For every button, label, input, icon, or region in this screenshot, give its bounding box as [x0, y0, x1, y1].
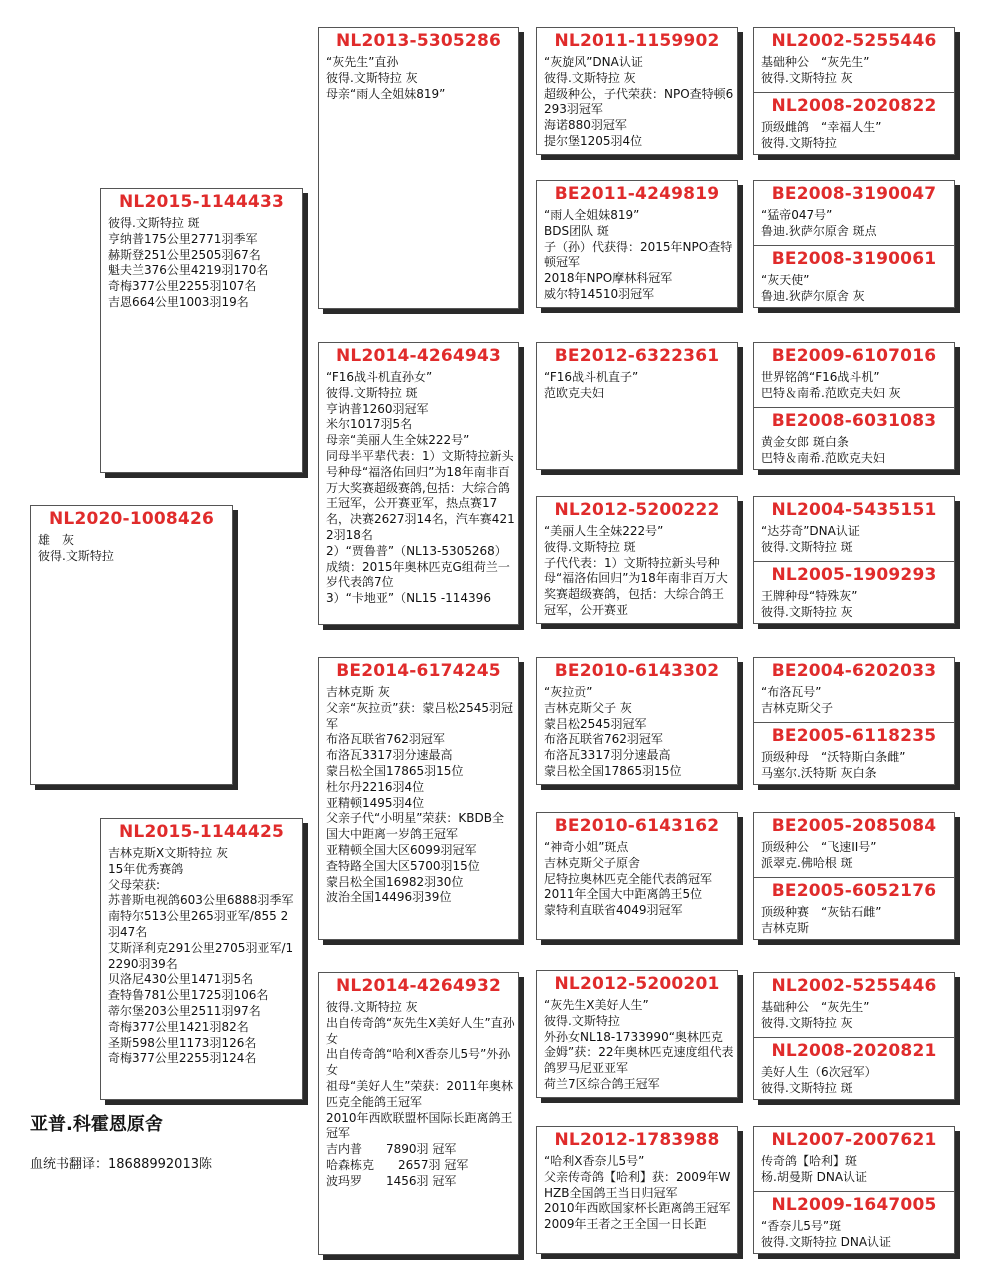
gen4-card-1: [536, 27, 738, 155]
pigeon-info-line: 父亲传奇鸽【哈利】获：2009年WHZB全国鸽王当日归冠军: [544, 1169, 731, 1200]
loft-owner-name: 亚普.科霍恩原舍: [30, 1114, 163, 1135]
pigeon-info-line: 彼得.文斯特拉: [38, 548, 114, 563]
ring-number: BE2005-6118235: [771, 726, 937, 746]
gen5-card-12: [754, 877, 954, 940]
subject-pigeon-card: [30, 505, 233, 785]
gen5-card-13: [754, 973, 954, 1037]
ring-number: BE2010-6143302: [554, 661, 720, 681]
pigeon-info-line: “香奈儿5号”斑: [761, 1219, 842, 1233]
gen4-card-6: [536, 812, 738, 940]
pigeon-info-line: 世界铭鸽“F16战斗机”: [761, 370, 880, 384]
pigeon-info-line: 鲁迪.狄萨尔原舍 灰: [761, 288, 865, 303]
pigeon-info-line: 鲁迪.狄萨尔原舍 斑点: [761, 223, 877, 238]
pigeon-info-line: 布洛瓦联省762羽冠军: [544, 732, 663, 747]
gen4-card-3: [536, 342, 738, 470]
ring-number: NL2008-2020821: [771, 1041, 937, 1061]
pigeon-info-line: “雨人全姐妹819”: [544, 208, 640, 222]
gen5-card-14: [754, 1037, 954, 1100]
pigeon-info-line: 黄金女郎 斑白条: [761, 435, 849, 449]
pigeon-info-line: 15年优秀赛鸽: [108, 861, 184, 876]
pigeon-info-line: 吉林克斯父子 灰: [544, 700, 632, 715]
pigeon-info-line: “F16战斗机直孙女”: [326, 370, 433, 384]
pigeon-info-line: 吉林克斯父子: [761, 700, 834, 715]
ring-number: NL2009-1647005: [771, 1195, 937, 1215]
pigeon-info-line: “哈利X香奈儿5号”: [544, 1154, 645, 1168]
pigeon-info-line: 布洛瓦联省762羽冠军: [326, 732, 445, 747]
pigeon-info-line: 彼得.文斯特拉 斑: [761, 539, 853, 554]
gen5-pair-8: [753, 1126, 955, 1254]
pigeon-info-line: 派翠克.佛哈根 斑: [761, 855, 853, 870]
pigeon-info-line: 雄 灰: [38, 533, 75, 547]
pigeon-info-line: 彼得.文斯特拉 灰: [761, 1015, 853, 1030]
ring-number: NL2007-2007621: [771, 1130, 937, 1150]
pigeon-info-line: 彼得.文斯特拉 灰: [326, 1000, 418, 1014]
pigeon-info-line: “灰天使”: [761, 273, 810, 287]
pigeon-info-line: 彼得.文斯特拉 斑: [326, 385, 418, 400]
gen5-card-3: [754, 181, 954, 245]
pigeon-info-line: 2）“贾鲁普”（NL13-5305268）成绩：2015年奥林匹克G组荷兰一岁代表鸽7位: [326, 543, 510, 590]
ring-number: BE2009-6107016: [771, 346, 937, 366]
pigeon-info-line: 祖母“美好人生”荣获：2011年奥林匹克全能鸽王冠军: [326, 1078, 513, 1109]
ring-number: BE2011-4249819: [554, 184, 720, 204]
pigeon-info-line: 彼得.文斯特拉 灰: [761, 70, 853, 85]
pigeon-info-line: 彼得.文斯特拉: [761, 135, 837, 150]
pigeon-info-line: 蒂尔堡203公里2511羽97名: [108, 1003, 261, 1018]
ring-number: NL2008-2020822: [771, 96, 937, 116]
pigeon-info-line: 父亲子代“小明星”荣获：KBDB全国大中距离一岁鸽王冠军: [326, 811, 505, 842]
pigeon-info-line: 亨讷普1260羽冠军: [326, 401, 429, 416]
pigeon-info-line: 父母荣获:: [108, 877, 161, 892]
pigeon-info-line: 美好人生（6次冠军）: [761, 1065, 877, 1079]
pigeon-info-line: 尼特拉奥林匹克全能代表鸽冠军: [544, 871, 713, 886]
pigeon-info-line: 巴特＆南希.范欧克夫妇: [761, 450, 885, 465]
pigeon-info-line: “达芬奇”DNA认证: [761, 524, 860, 538]
pigeon-info-line: BDS团队 斑: [544, 223, 609, 238]
ring-number: BE2008-3190047: [771, 184, 937, 204]
ring-number: BE2005-2085084: [771, 816, 937, 836]
pigeon-info-line: 奇梅377公里1421羽82名: [108, 1019, 249, 1034]
sire-dam-card: [318, 342, 519, 625]
gen5-card-4: [754, 245, 954, 308]
gen5-card-1: [754, 28, 954, 92]
ring-number: NL2012-1783988: [554, 1130, 720, 1150]
pigeon-info-line: 彼得.文斯特拉 斑: [108, 216, 200, 230]
pigeon-info-line: “布洛瓦号”: [761, 685, 822, 699]
pigeon-info-line: 父亲“灰拉贡”获：蒙吕松2545羽冠军: [326, 700, 513, 731]
gen5-card-9: [754, 658, 954, 722]
pigeon-info-line: 蒙特利直联省4049羽冠军: [544, 903, 683, 918]
pigeon-info-line: 蒙吕松2545羽冠军: [544, 716, 647, 731]
ring-number: BE2004-6202033: [771, 661, 937, 681]
ring-number: NL2015-1144425: [118, 822, 285, 842]
pigeon-info-line: 吉内普 7890羽 冠军: [326, 1142, 457, 1157]
ring-number: BE2014-6174245: [336, 661, 501, 681]
pigeon-info-line: 彼得.文斯特拉 DNA认证: [761, 1234, 892, 1249]
pigeon-info-line: 同母半平辈代表：1）文斯特拉新头号种母“福洛佑回归”为18年南非百万大奖赛超级赛鸽,包括：大综合鸽王冠军，公开赛亚军，热点赛17名，决赛2627羽14名，汽车赛4212羽18名: [326, 448, 515, 542]
pigeon-info-line: 提尔堡1205羽4位: [544, 133, 643, 148]
pigeon-info-line: 贝洛尼430公里1471羽5名: [108, 972, 254, 987]
ring-number: NL2011-1159902: [554, 31, 720, 51]
pigeon-info-line: 亚精顿全国大区6099羽冠军: [326, 842, 477, 857]
pigeon-info-line: 南特尔513公里265羽亚军/855 2羽47名: [108, 909, 289, 939]
gen5-card-8: [754, 561, 954, 624]
pigeon-info-line: 波玛罗 1456羽 冠军: [326, 1173, 457, 1188]
ring-number: NL2004-5435151: [771, 500, 937, 520]
pigeon-info-line: “灰先生”直孙: [326, 55, 399, 69]
gen5-card-7: [754, 497, 954, 561]
pigeon-info-line: 吉林克斯: [761, 920, 810, 935]
pigeon-info-line: “灰先生X美好人生”: [544, 998, 649, 1012]
ring-number: NL2002-5255446: [771, 31, 937, 51]
pigeon-info-line: 顶级雌鸽 “幸福人生”: [761, 120, 882, 134]
pigeon-info-line: 基础种公 “灰先生”: [761, 1000, 870, 1014]
pigeon-info-line: 蒙吕松全国16982羽30位: [326, 874, 464, 889]
pigeon-info-line: 顶级种母 “沃特斯白条雌”: [761, 750, 906, 764]
pigeon-info-line: “F16战斗机直子”: [544, 370, 639, 384]
ring-number: NL2012-5200201: [554, 974, 720, 994]
pigeon-info-line: 杨.胡曼斯 DNA认证: [761, 1169, 868, 1184]
pigeon-info-line: 荷兰7区综合鸽王冠军: [544, 1076, 660, 1091]
gen5-pair-6: [753, 812, 955, 940]
pigeon-info-line: 吉林克斯父子原舍: [544, 855, 641, 870]
pigeon-info-line: 赫斯登251公里2505羽67名: [108, 247, 261, 262]
pigeon-info-line: 马塞尔.沃特斯 灰白条: [761, 765, 877, 780]
pigeon-info-line: “美丽人生全妹222号”: [544, 524, 664, 538]
pigeon-info-line: 传奇鸽【哈利】斑: [761, 1154, 858, 1168]
pigeon-info-line: 布洛瓦3317羽分速最高: [326, 748, 453, 763]
pigeon-info-line: 彼得.文斯特拉 斑: [761, 1080, 853, 1095]
pigeon-info-line: 王牌种母“特殊灰”: [761, 589, 858, 603]
pigeon-info-line: 海诺880羽冠军: [544, 118, 627, 133]
pigeon-info-line: 子代代表：1）文斯特拉新头号种母“福洛佑回归”为18年南非百万大奖赛超级赛鸽，包括：大综合鸽王冠军，公开赛亚: [544, 555, 728, 617]
pigeon-info-line: 亨纳普175公里2771羽季军: [108, 231, 258, 246]
pigeon-info-line: 奇梅377公里2255羽107名: [108, 279, 257, 294]
pigeon-info-line: 彼得.文斯特拉: [544, 1013, 620, 1028]
ring-number: NL2002-5255446: [771, 976, 937, 996]
gen5-pair-3: [753, 342, 955, 470]
pigeon-info-line: 彼得.文斯特拉 灰: [544, 70, 636, 85]
pigeon-info-line: 蒙吕松全国17865羽15位: [326, 763, 464, 778]
gen4-card-2: [536, 180, 738, 308]
gen4-card-5: [536, 657, 738, 785]
ring-number: BE2008-6031083: [771, 411, 937, 431]
pigeon-info-line: 外孙女NL18-1733990“奥林匹克金姆”获：22年奥林匹克速度组代表鸽罗马尼亚亚军: [544, 1029, 734, 1076]
pigeon-info-line: 奇梅377公里2255羽124名: [108, 1051, 257, 1066]
pigeon-info-line: 范欧克夫妇: [544, 385, 605, 400]
pigeon-info-line: 出自传奇鸽“灰先生X美好人生”直孙女: [326, 1015, 515, 1046]
pigeon-info-line: 哈森栋克 2657羽 冠军: [326, 1157, 469, 1172]
ring-number: BE2010-6143162: [554, 816, 720, 836]
ring-number: BE2012-6322361: [554, 346, 720, 366]
translator-credit: 血统书翻译：18688992013陈: [30, 1157, 212, 1172]
pigeon-info-line: 彼得.文斯特拉 灰: [326, 70, 418, 85]
gen5-pair-4: [753, 496, 955, 624]
ring-number: NL2012-5200222: [554, 500, 720, 520]
gen5-card-6: [754, 407, 954, 470]
pigeon-info-line: 2018年NPO摩林科冠军: [544, 271, 673, 286]
gen5-card-16: [754, 1191, 954, 1254]
pigeon-info-line: 魁夫兰376公里4219羽170名: [108, 263, 269, 278]
sire-sire-card: [318, 27, 519, 309]
pigeon-info-line: 2011年全国大中距离鸽王5位: [544, 887, 703, 902]
ring-number: NL2014-4264943: [335, 346, 502, 366]
gen4-card-4: [536, 496, 738, 624]
pigeon-info-line: 顶级种公 “飞速II号”: [761, 840, 877, 854]
pigeon-info-line: 查特路全国大区5700羽15位: [326, 858, 480, 873]
pigeon-info-line: 出自传奇鸽“哈利X香奈儿5号”外孙女: [326, 1047, 511, 1078]
ring-number: BE2008-3190061: [771, 249, 937, 269]
pigeon-info-line: “猛帝047号”: [761, 208, 833, 222]
pigeon-info-line: 彼得.文斯特拉 斑: [544, 539, 636, 554]
pigeon-info-line: 米尔1017羽5名: [326, 417, 413, 432]
gen5-pair-2: [753, 180, 955, 308]
pigeon-info-line: 顶级种赛 “灰钻石雌”: [761, 905, 882, 919]
ring-number: BE2005-6052176: [771, 881, 937, 901]
pigeon-info-line: 吉林克斯 灰: [326, 685, 390, 699]
pigeon-info-line: “神奇小姐”斑点: [544, 840, 629, 854]
pigeon-info-line: 母亲“美丽人生全妹222号”: [326, 433, 470, 448]
pigeon-info-line: 母亲“雨人全姐妹819”: [326, 86, 446, 101]
gen5-card-10: [754, 722, 954, 785]
gen4-card-7: [536, 970, 738, 1098]
ring-number: NL2015-1144433: [118, 192, 285, 212]
gen5-card-5: [754, 343, 954, 407]
gen5-pair-5: [753, 657, 955, 785]
pigeon-info-line: 亚精顿1495羽4位: [326, 795, 425, 810]
pigeon-info-line: 蒙吕松全国17865羽15位: [544, 763, 682, 778]
pigeon-info-line: 2010年西欧国家杯长距离鸽王冠军: [544, 1201, 731, 1216]
dam-card: [100, 818, 303, 1100]
pigeon-info-line: 查特鲁781公里1725羽106名: [108, 988, 269, 1003]
gen5-card-15: [754, 1127, 954, 1191]
pigeon-info-line: 布洛瓦3317羽分速最高: [544, 748, 671, 763]
pigeon-info-line: 吉恩664公里1003羽19名: [108, 294, 249, 309]
pigeon-info-line: 子（孙）代获得：2015年NPO查特顿冠军: [544, 239, 733, 270]
dam-sire-card: [318, 657, 519, 940]
pigeon-info-line: “灰拉贡”: [544, 685, 593, 699]
pigeon-info-line: 巴特＆南希.范欧克夫妇 灰: [761, 385, 901, 400]
ring-number: NL2020-1008426: [48, 509, 215, 529]
ring-number: NL2014-4264932: [335, 976, 502, 996]
pigeon-info-line: 3）“卡地亚”（NL15 -114396: [326, 591, 491, 606]
pigeon-info-line: 吉林克斯X文斯特拉 灰: [108, 846, 229, 860]
gen5-pair-1: [753, 27, 955, 155]
pigeon-info-line: 杜尔丹2216羽4位: [326, 779, 425, 794]
gen5-card-11: [754, 813, 954, 877]
pigeon-info-line: 2010年西欧联盟杯国际长距离鸽王冠军: [326, 1110, 513, 1141]
pigeon-info-line: “灰旋风”DNA认证: [544, 55, 643, 69]
gen5-pair-7: [753, 972, 955, 1100]
gen4-card-8: [536, 1126, 738, 1254]
dam-dam-card: [318, 972, 519, 1255]
gen5-card-2: [754, 92, 954, 155]
pigeon-info-line: 2009年王者之王全国一日长距: [544, 1217, 707, 1232]
pigeon-info-line: 超级种公，子代荣获：NPO查特顿6293羽冠军: [544, 86, 734, 117]
pigeon-info-line: 苏普斯电视鸽603公里6888羽季军: [108, 893, 294, 908]
pigeon-info-line: 基础种公 “灰先生”: [761, 55, 870, 69]
pigeon-info-line: 波治全国14496羽39位: [326, 890, 452, 905]
pigeon-info-line: 圣斯598公里1173羽126名: [108, 1035, 257, 1050]
ring-number: NL2005-1909293: [771, 565, 937, 585]
sire-card: [100, 188, 303, 473]
pigeon-info-line: 彼得.文斯特拉 灰: [761, 604, 853, 619]
pigeon-info-line: 艾斯泽利克291公里2705羽亚军/12290羽39名: [108, 940, 294, 971]
ring-number: NL2013-5305286: [335, 31, 502, 51]
pigeon-info-line: 威尔特14510羽冠军: [544, 286, 655, 301]
